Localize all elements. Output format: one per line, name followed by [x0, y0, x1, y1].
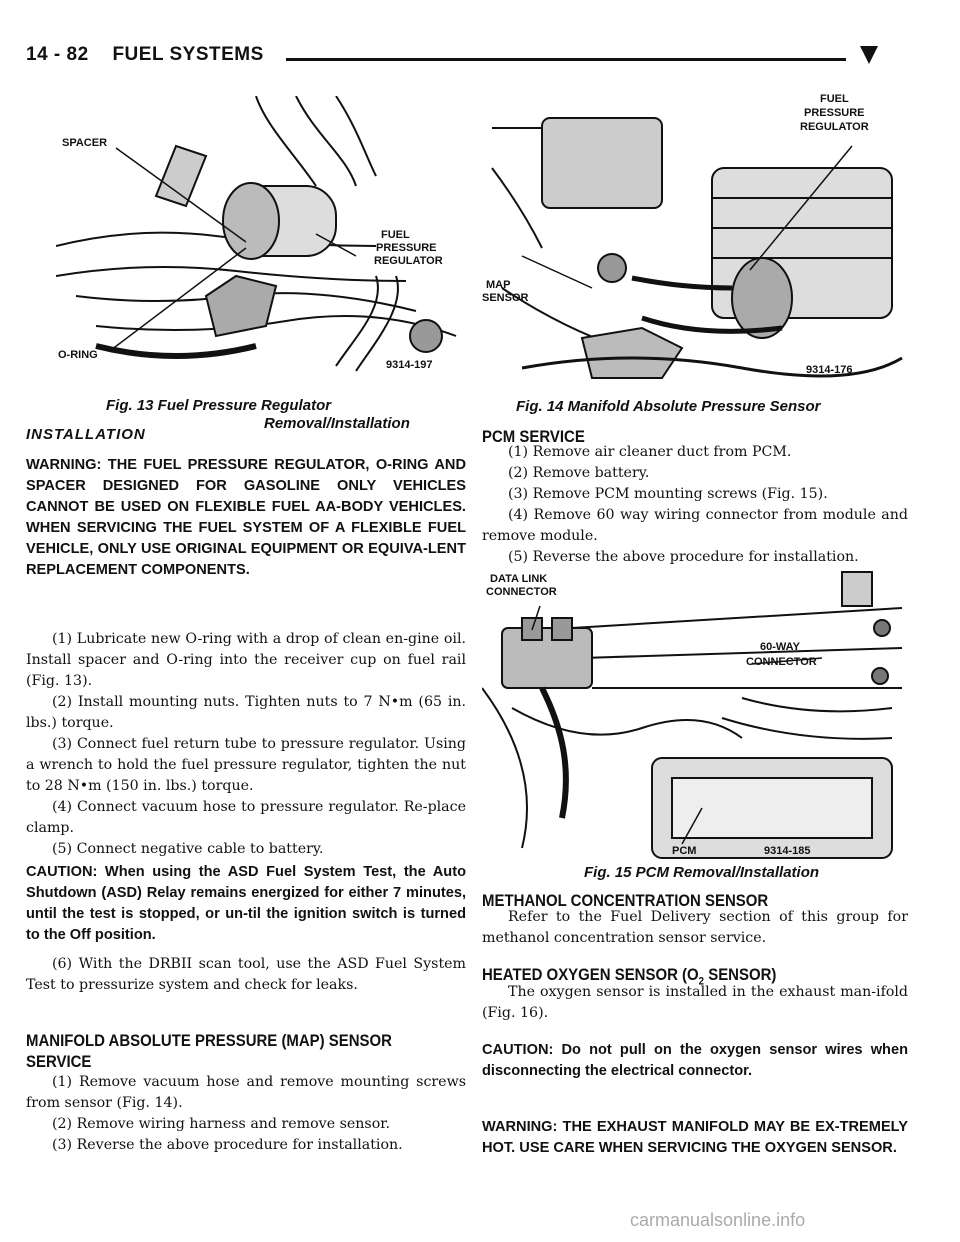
pcm-step-2: (2) Remove battery.: [508, 465, 650, 481]
pcm-service-heading: PCM SERVICE: [482, 427, 585, 446]
map-step-3: (3) Reverse the above procedure for installation.: [52, 1137, 403, 1153]
install-step-6: [26, 954, 466, 996]
install-step-5: (5) Connect negative cable to battery.: [52, 841, 324, 857]
installation-heading: INSTALLATION: [26, 426, 146, 443]
fig15-label-datalink: DATA LINK: [490, 573, 548, 585]
fig15-label-connector2: CONNECTOR: [746, 656, 817, 668]
asd-caution: CAUTION: When using the ASD Fuel System Test, the Auto Shutdown (ASD) Relay remains energized for either 7 minutes, until the test is stopped, or un-til the ignition switch is turned to the Off position.: [26, 864, 466, 943]
fig13-label-oring: O-RING: [58, 349, 98, 361]
oxygen-paragraph: The oxygen sensor is installed in the exhaust man-ifold (Fig. 16).: [482, 984, 908, 1021]
page-number: 14 - 82: [26, 44, 89, 65]
install-step-4: (4) Connect vacuum hose to pressure regulator. Re-place clamp.: [26, 799, 466, 836]
methanol-paragraph: Refer to the Fuel Delivery section of this group for methanol concentration sensor service.: [482, 909, 908, 946]
section-title: FUEL SYSTEMS: [112, 44, 264, 65]
pcm-step-1: (1) Remove air cleaner duct from PCM.: [508, 444, 792, 460]
o2-heading-sub: 2: [698, 975, 705, 988]
fig15-caption: Fig. 15 PCM Removal/Installation: [584, 864, 820, 881]
map-sensor-drawing-icon: [482, 88, 906, 384]
fig14-label-pressure: PRESSURE: [804, 107, 865, 119]
fuel-regulator-drawing-icon: [56, 96, 470, 378]
methanol-text: [482, 907, 908, 949]
figure-14-illustration: [482, 88, 906, 384]
fig15-label-connector1: CONNECTOR: [486, 586, 557, 598]
install-step-2: (2) Install mounting nuts. Tighten nuts to 7 N•m (65 in. lbs.) torque.: [26, 694, 466, 731]
installation-steps: [26, 629, 466, 860]
fig14-label-fuel: FUEL: [820, 93, 849, 105]
install-step-6-text: (6) With the DRBII scan tool, use the ASD Fuel System Test to pressurize system and check for leaks.: [26, 956, 466, 993]
exhaust-warning: WARNING: THE EXHAUST MANIFOLD MAY BE EX-TREMELY HOT. USE CARE WHEN SERVICING THE OXYGEN SENSOR.: [482, 1119, 908, 1156]
fig13-label-spacer: SPACER: [62, 137, 108, 149]
header-rule: [286, 58, 846, 61]
pcm-steps: [482, 442, 908, 568]
fig14-label-sensor: SENSOR: [482, 292, 529, 304]
fig15-figure-number: 9314-185: [764, 845, 811, 857]
installation-warning: WARNING: THE FUEL PRESSURE REGULATOR, O-RING AND SPACER DESIGNED FOR GASOLINE ONLY VEHICLES CANNOT BE USED ON FLEXIBLE FUEL AA-BODY VEHICLES. WHEN SERVICING THE FUEL SYSTEM OF A FLEXIBLE FUEL VEHICLE, ONLY USE ORIGINAL EQUIPMENT OR EQUIVA-LENT REPLACEMENT COMPONENTS.: [26, 457, 466, 578]
fig14-label-regulator: REGULATOR: [800, 121, 869, 133]
pcm-drawing-icon: [482, 568, 906, 860]
fig14-label-map: MAP: [486, 279, 511, 291]
page-header: [26, 44, 264, 66]
pcm-step-5: (5) Reverse the above procedure for installation.: [508, 549, 859, 565]
oxygen-caution: CAUTION: Do not pull on the oxygen sensor wires when disconnecting the electrical connector.: [482, 1042, 908, 1079]
pcm-step-3: (3) Remove PCM mounting screws (Fig. 15).: [508, 486, 828, 502]
map-heading-line1: MANIFOLD ABSOLUTE PRESSURE (MAP) SENSOR: [26, 1031, 392, 1050]
o2-heading-post: SENSOR): [704, 965, 777, 984]
fig13-caption-line1: Fig. 13 Fuel Pressure Regulator: [106, 397, 332, 414]
methanol-sensor-heading: METHANOL CONCENTRATION SENSOR: [482, 891, 769, 910]
fig13-figure-number: 9314-197: [386, 359, 433, 371]
map-step-2: (2) Remove wiring harness and remove sensor.: [52, 1116, 390, 1132]
fig13-label-pressure: PRESSURE: [376, 242, 437, 254]
o2-heading-pre: HEATED OXYGEN SENSOR (O: [482, 965, 699, 984]
fig15-label-pcm: PCM: [672, 845, 697, 857]
fig15-label-60way: 60-WAY: [760, 641, 800, 653]
fig13-label-fuel: FUEL: [381, 229, 410, 241]
map-step-1: (1) Remove vacuum hose and remove mounting screws from sensor (Fig. 14).: [26, 1074, 466, 1111]
watermark: carmanualsonline.info: [630, 1210, 806, 1230]
map-heading-line2: SERVICE: [26, 1052, 92, 1071]
chrysler-pentastar-icon: [860, 46, 878, 64]
oxygen-text: [482, 982, 908, 1024]
figure-15-illustration: [482, 568, 906, 860]
fig13-label-regulator: REGULATOR: [374, 255, 443, 267]
figure-13-illustration: [56, 96, 470, 378]
pcm-step-4: (4) Remove 60 way wiring connector from module and remove module.: [482, 507, 908, 544]
fig14-caption: Fig. 14 Manifold Absolute Pressure Sensor: [516, 398, 821, 415]
install-step-1: (1) Lubricate new O-ring with a drop of clean en-gine oil. Install spacer and O-ring into the receiver cup on fuel rail (Fig. 13).: [26, 631, 466, 689]
install-step-3: (3) Connect fuel return tube to pressure regulator. Using a wrench to hold the fuel pressure regulator, tighten the nut to 28 N•m (150 in. lbs.) torque.: [26, 736, 466, 794]
fig13-caption: [106, 397, 410, 433]
map-sensor-steps: [26, 1072, 466, 1156]
fig14-figure-number: 9314-176: [806, 364, 853, 376]
fig13-caption-line2: Removal/Installation: [264, 415, 410, 432]
map-sensor-heading: [26, 1030, 392, 1072]
